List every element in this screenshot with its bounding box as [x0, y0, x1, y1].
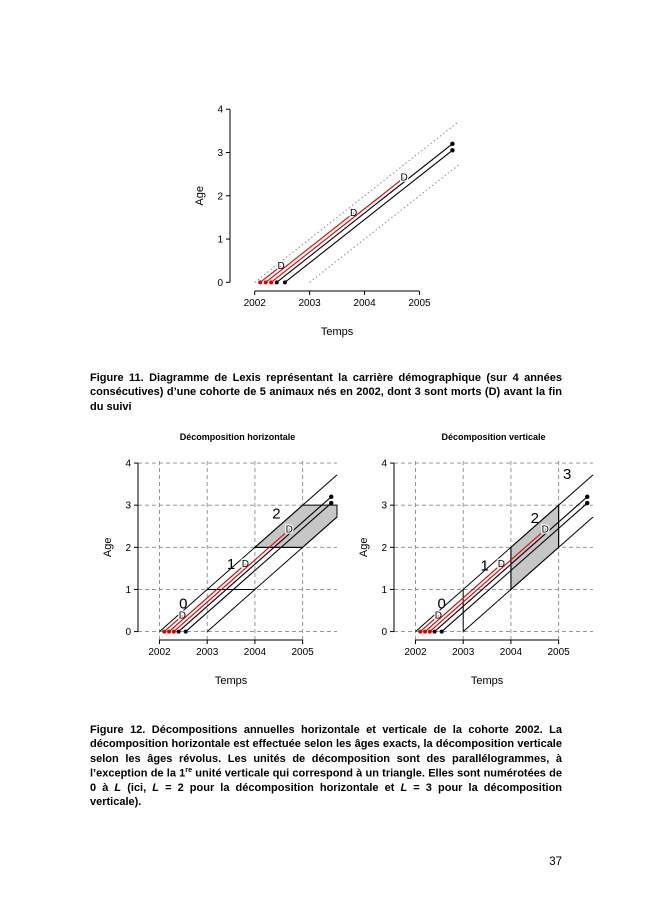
- birth-dot: [418, 630, 422, 634]
- chart-title-decomposition-verticale: Décomposition verticale: [441, 432, 546, 442]
- lifeline: [430, 530, 545, 632]
- x-tick-label: 2005: [291, 647, 314, 658]
- y-axis-title: Age: [358, 537, 370, 558]
- y-tick-label: 0: [217, 277, 223, 289]
- y-axis-title: Age: [194, 185, 206, 206]
- lifeline: [285, 150, 452, 282]
- x-tick-label: 2002: [148, 647, 171, 658]
- y-tick-label: 2: [125, 542, 131, 554]
- caption-run: unité verticale qui correspond à un triangle. Elles sont numérotées de 0 à: [90, 767, 562, 794]
- y-axis-title: Age: [102, 537, 114, 558]
- unit-number-label: 3: [563, 466, 572, 484]
- caption-run: L: [400, 781, 408, 794]
- lifeline: [277, 144, 453, 283]
- birth-dot: [177, 630, 181, 634]
- unit-number-label: 0: [437, 595, 446, 613]
- y-tick-label: 2: [381, 542, 387, 554]
- page-number: 37: [549, 856, 562, 868]
- lexis-diagram-figure11: [188, 96, 468, 341]
- y-tick-label: 4: [125, 458, 131, 470]
- birth-dot: [167, 630, 171, 634]
- end-of-followup-dot: [450, 148, 454, 152]
- y-tick-label: 1: [381, 584, 387, 596]
- death-label: D: [285, 524, 293, 536]
- lifeline: [271, 178, 404, 283]
- unit-number-label: 2: [530, 509, 539, 527]
- death-label: D: [178, 610, 186, 622]
- caption-run: Figure 12. Décompositions annuelles horizontale et verticale de la cohorte 2002. La décomposition horizontale est effectuée selon les âges exacts, la décomposition verticale selon les âges révolus. Les unités de décomposition sont des parallélogrammes, à l’exception de la 1: [90, 724, 562, 780]
- lifeline: [174, 530, 289, 632]
- x-axis-title: Temps: [470, 675, 504, 687]
- birth-dot: [184, 630, 188, 634]
- x-tick-label: 2004: [499, 647, 523, 658]
- death-label: D: [541, 524, 549, 536]
- lifeline: [266, 213, 354, 282]
- x-tick-label: 2004: [243, 647, 267, 658]
- birth-dot: [162, 630, 166, 634]
- birth-dot: [258, 280, 262, 284]
- y-tick-label: 1: [217, 234, 223, 246]
- figure11-caption: [90, 371, 562, 414]
- caption-run: = 3 pour la décomposition verticale).: [90, 781, 563, 809]
- y-tick-label: 3: [217, 147, 223, 159]
- death-label: D: [241, 559, 249, 571]
- death-label: D: [400, 172, 408, 184]
- birth-dot: [423, 630, 427, 634]
- x-axis-title: Temps: [320, 326, 354, 338]
- lexis-decomposition-verticale: [352, 450, 602, 690]
- end-of-followup-dot: [585, 501, 589, 505]
- birth-dot: [269, 280, 273, 284]
- birth-dot: [283, 280, 287, 284]
- unit-number-label: 0: [179, 595, 188, 613]
- death-label: D: [277, 260, 285, 272]
- chart-title-decomposition-horizontale: Décomposition horizontale: [179, 432, 296, 442]
- death-label: D: [349, 208, 358, 220]
- birth-dot: [264, 280, 268, 284]
- figure11-chart: [188, 96, 468, 346]
- x-tick-label: 2002: [404, 647, 427, 658]
- caption-run: L: [114, 781, 122, 794]
- unit-number-label: 2: [272, 505, 281, 523]
- decomposition-horizontale-figure: [96, 432, 346, 695]
- y-tick-label: 0: [381, 627, 387, 639]
- x-tick-label: 2003: [298, 298, 321, 309]
- y-tick-label: 2: [217, 191, 223, 203]
- birth-dot: [172, 630, 176, 634]
- birth-dot: [433, 630, 437, 634]
- end-of-followup-dot: [450, 142, 454, 146]
- x-tick-label: 2003: [452, 647, 475, 658]
- lexis-decomposition-horizontale: [96, 450, 346, 690]
- decomposition-verticale-figure: [352, 432, 602, 695]
- unit-number-label: 1: [480, 557, 489, 575]
- x-axis-title: Temps: [214, 675, 248, 687]
- y-tick-label: 3: [125, 500, 131, 512]
- caption-run: L: [152, 781, 159, 794]
- x-tick-label: 2002: [243, 298, 266, 309]
- x-tick-label: 2005: [408, 298, 431, 309]
- end-of-followup-dot: [329, 495, 333, 499]
- x-tick-label: 2005: [547, 647, 570, 658]
- y-tick-label: 4: [381, 458, 387, 470]
- y-tick-label: 4: [217, 104, 223, 116]
- unit-number-label: 1: [226, 556, 236, 574]
- y-tick-label: 0: [125, 627, 131, 639]
- birth-dot: [440, 630, 444, 634]
- birth-dot: [275, 280, 279, 284]
- death-label: D: [497, 559, 505, 571]
- y-tick-label: 1: [125, 584, 131, 596]
- caption-run: re: [185, 765, 193, 774]
- x-tick-label: 2004: [353, 298, 376, 309]
- end-of-followup-dot: [585, 495, 589, 499]
- caption-run: Figure 11. Diagramme de Lexis représentant la carrière démographique (sur 4 années consécutives) d’une cohorte de 5 animaux nés en 2002, dont 3 sont morts (D) avant la fin du suivi: [90, 372, 562, 413]
- cohort-diagonal-guide: [255, 121, 459, 282]
- death-label: D: [434, 610, 442, 622]
- figure12-caption: [90, 723, 562, 809]
- end-of-followup-dot: [329, 501, 333, 505]
- caption-run: (ici,: [121, 781, 153, 794]
- birth-dot: [428, 630, 432, 634]
- cohort-diagonal-guide: [310, 165, 459, 283]
- y-tick-label: 3: [381, 500, 387, 512]
- x-tick-label: 2003: [196, 647, 219, 658]
- caption-run: = 2 pour la décomposition horizontale et: [159, 781, 401, 794]
